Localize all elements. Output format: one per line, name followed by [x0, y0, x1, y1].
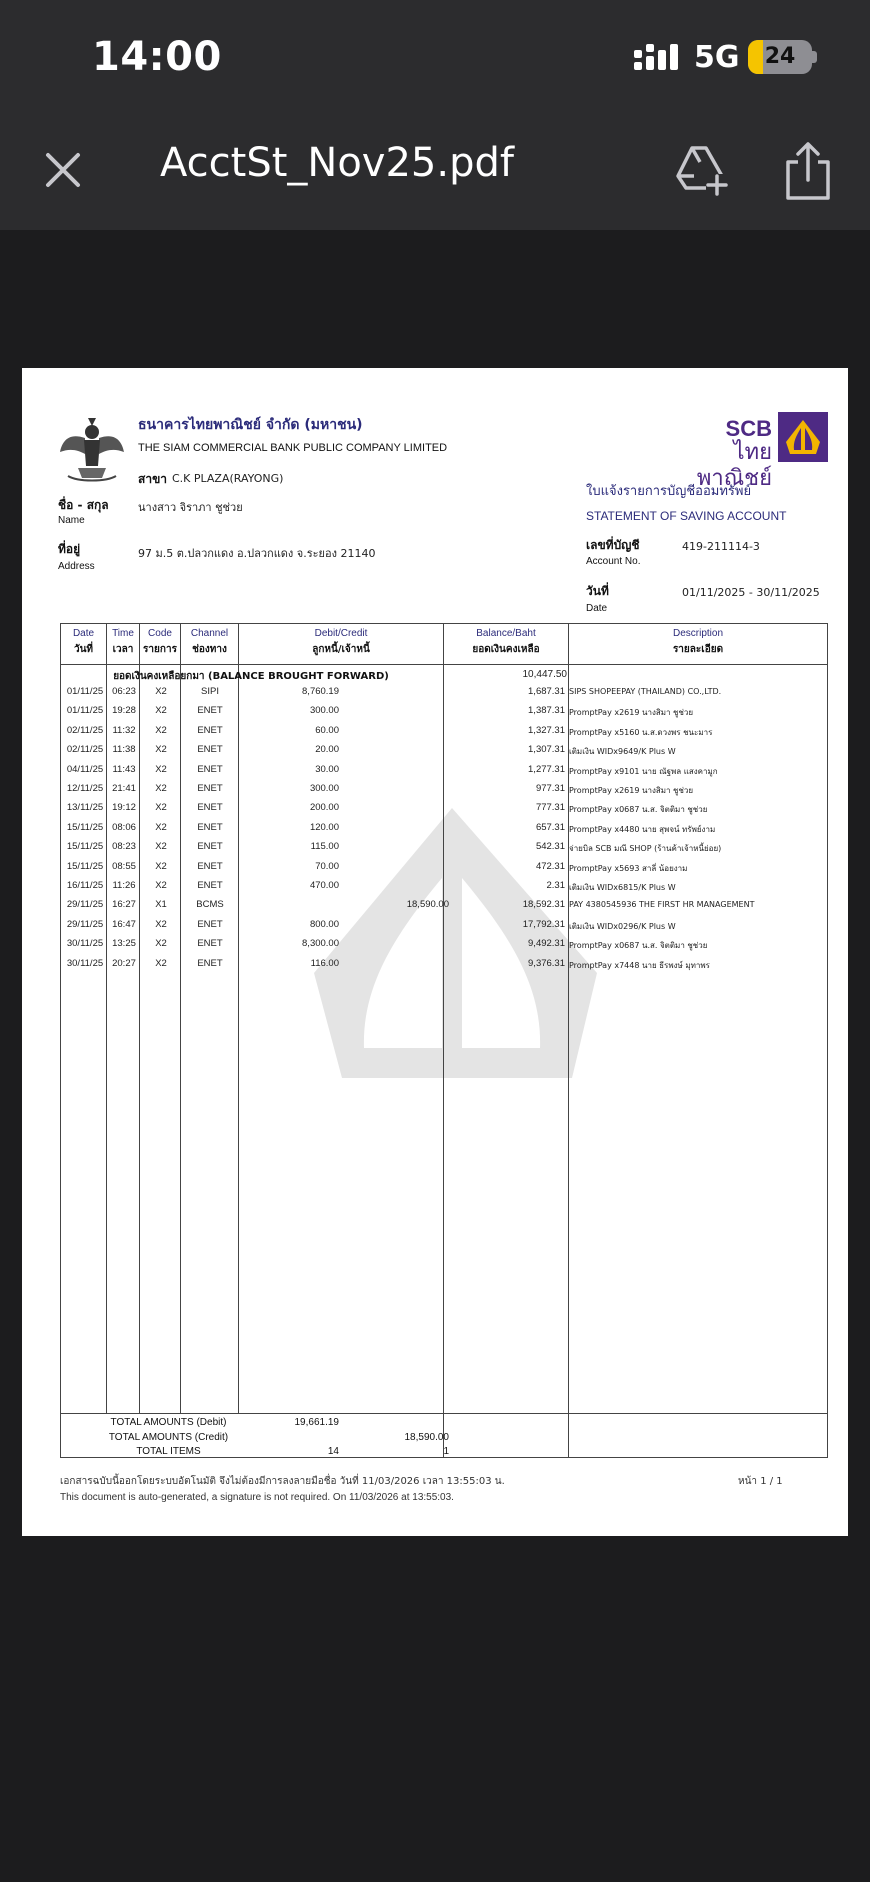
total-items-label: TOTAL ITEMS — [136, 1446, 201, 1457]
date-label-th: วันที่ — [586, 584, 609, 598]
row-debit: 20.00 — [315, 744, 339, 756]
table-row — [61, 819, 827, 838]
row-channel: ENET — [197, 724, 223, 736]
row-time: 11:32 — [112, 724, 136, 736]
table-row — [61, 683, 827, 702]
row-balance: 777.31 — [535, 802, 565, 814]
column-header-date: Date วันที่ — [72, 628, 95, 655]
row-debit: 120.00 — [309, 821, 339, 833]
name-label-en: Name — [58, 515, 85, 526]
row-code: X2 — [155, 686, 167, 697]
row-balance: 977.31 — [535, 783, 565, 794]
row-description: PAY 4380545936 THE FIRST HR MANAGEMENT — [569, 900, 755, 910]
row-date: 16/11/25 — [66, 880, 104, 891]
table-row — [61, 858, 827, 877]
row-credit: 18,590.00 — [406, 899, 449, 911]
branch-label: สาขา — [138, 472, 168, 486]
totals-divider — [61, 1413, 827, 1414]
row-date: 30/11/25 — [66, 938, 104, 950]
row-debit: 115.00 — [310, 841, 339, 853]
row-code: X2 — [155, 763, 167, 775]
row-debit: 70.00 — [315, 860, 339, 872]
total-items-debit: 14 — [327, 1446, 339, 1457]
table-row — [61, 702, 827, 721]
row-code: X2 — [155, 802, 167, 814]
statement-title-en: STATEMENT OF SAVING ACCOUNT — [586, 509, 787, 523]
battery-indicator — [748, 40, 812, 74]
row-debit: 116.00 — [310, 957, 339, 969]
statement-title-th: ใบแจ้งรายการบัญชีออมทรัพย์ — [586, 484, 752, 499]
row-date: 12/11/25 — [66, 783, 104, 794]
table-row — [61, 799, 827, 818]
row-description: PromptPay x5693 สาลี่ น้อยงาม — [569, 863, 688, 873]
signal-icon — [634, 42, 680, 72]
row-balance: 472.31 — [535, 860, 565, 872]
table-row — [61, 877, 827, 896]
pdf-page[interactable] — [22, 368, 848, 1536]
viewer-toolbar — [0, 110, 870, 230]
account-label-th: เลขที่บัญชี — [586, 538, 640, 552]
row-date: 02/11/25 — [66, 744, 104, 756]
date-range: 01/11/2025 - 30/11/2025 — [682, 586, 820, 599]
row-channel: ENET — [197, 705, 223, 717]
row-balance: 1,687.31 — [528, 686, 565, 697]
total-credit-label: TOTAL AMOUNTS (Credit) — [108, 1432, 229, 1443]
row-description: PromptPay x5160 น.ส.ดวงพร ชนะมาร — [569, 727, 713, 737]
row-time: 11:38 — [112, 744, 136, 756]
row-date: 04/11/25 — [66, 763, 104, 775]
row-code: X2 — [155, 744, 167, 756]
row-code: X1 — [155, 899, 167, 911]
row-channel: ENET — [197, 957, 223, 969]
row-code: X2 — [155, 841, 167, 853]
bank-name-english: THE SIAM COMMERCIAL BANK PUBLIC COMPANY LIMITED — [138, 442, 448, 454]
row-description: PromptPay x0687 น.ส. จิตติมา ชูช่วย — [569, 805, 708, 815]
column-header-code: Code รายการ — [143, 628, 177, 655]
brought-forward-label: ยอดเงินคงเหลือยกมา (BALANCE BROUGHT FORWARD) — [113, 671, 389, 682]
row-code: X2 — [155, 860, 167, 872]
share-icon[interactable] — [780, 140, 836, 202]
address-label-en: Address — [58, 561, 95, 572]
row-date: 02/11/25 — [66, 724, 104, 736]
row-description: PromptPay x2619 นางสิมา ชูช่วย — [569, 708, 694, 718]
row-channel: ENET — [197, 802, 223, 814]
status-time: 14:00 — [92, 34, 222, 80]
row-channel: ENET — [197, 860, 223, 872]
row-date: 15/11/25 — [66, 860, 104, 872]
account-number: 419-211114-3 — [682, 540, 760, 553]
row-debit: 60.00 — [315, 724, 339, 736]
row-balance: 9,376.31 — [528, 957, 565, 969]
row-channel: ENET — [197, 763, 223, 775]
row-time: 06:23 — [112, 686, 136, 697]
battery-nub — [812, 51, 817, 63]
network-type: 5G — [694, 40, 740, 75]
total-debit-label: TOTAL AMOUNTS (Debit) — [110, 1417, 227, 1428]
brought-forward-value: 10,447.50 — [522, 669, 567, 680]
account-label-en: Account No. — [586, 556, 641, 567]
row-description: PromptPay x7448 นาย ธีรพงษ์ มุทาพร — [569, 960, 710, 970]
row-debit: 8,760.19 — [302, 686, 339, 697]
row-date: 13/11/25 — [66, 802, 104, 814]
row-time: 11:43 — [112, 763, 136, 775]
column-header-balance: Balance/Baht ยอดเงินคงเหลือ — [472, 628, 540, 655]
row-balance: 9,492.31 — [528, 938, 565, 950]
row-code: X2 — [155, 705, 167, 717]
column-header-time: Time เวลา — [112, 628, 134, 655]
row-time: 08:23 — [112, 841, 136, 853]
row-time: 08:55 — [112, 860, 136, 872]
row-balance: 2.31 — [546, 880, 565, 891]
row-balance: 17,792.31 — [522, 918, 565, 930]
close-icon[interactable] — [38, 145, 88, 195]
date-label-en: Date — [586, 603, 608, 614]
column-header-channel: Channel ช่องทาง — [190, 628, 229, 655]
row-date: 30/11/25 — [66, 957, 104, 969]
row-code: X2 — [155, 783, 167, 794]
row-balance: 18,592.31 — [522, 899, 565, 911]
row-balance: 657.31 — [535, 821, 565, 833]
table-row — [61, 838, 827, 857]
row-date: 29/11/25 — [66, 918, 104, 930]
row-debit: 30.00 — [315, 763, 339, 775]
name-value: นางสาว จิราภา ชูช่วย — [138, 501, 243, 514]
row-channel: ENET — [197, 880, 223, 891]
row-time: 13:25 — [112, 938, 136, 950]
total-items-credit: 1 — [443, 1446, 449, 1457]
table-row — [61, 722, 827, 741]
row-time: 19:28 — [112, 705, 136, 717]
row-description: เติมเงิน WIDx9649/K Plus W — [569, 747, 676, 757]
row-code: X2 — [155, 938, 167, 950]
row-debit: 800.00 — [309, 918, 339, 930]
row-date: 29/11/25 — [66, 899, 104, 911]
row-balance: 542.31 — [535, 841, 565, 853]
column-header-debit-credit: Debit/Credit ลูกหนี้/เจ้าหนี้ — [312, 628, 370, 655]
address-label-th: ที่อยู่ — [58, 542, 81, 556]
row-debit: 300.00 — [309, 783, 339, 794]
total-credit-value: 18,590.00 — [404, 1432, 449, 1443]
row-channel: ENET — [197, 938, 223, 950]
page-number: หน้า 1 / 1 — [738, 1476, 783, 1487]
row-date: 15/11/25 — [66, 821, 104, 833]
row-date: 15/11/25 — [66, 841, 104, 853]
document-title: AcctSt_Nov25.pdf — [160, 140, 514, 186]
row-time: 20:27 — [112, 957, 136, 969]
row-description: PromptPay x0687 น.ส. จิตติมา ชูช่วย — [569, 941, 708, 951]
row-time: 16:47 — [112, 918, 136, 930]
row-debit: 8,300.00 — [302, 938, 339, 950]
table-row — [61, 935, 827, 954]
row-description: PromptPay x9101 นาย ณัฐพล แสงคามูก — [569, 766, 718, 776]
row-description: จ่ายบิล SCB มณี SHOP (ร้านค้าเจ้าหนี้ย่อย) — [569, 844, 722, 854]
row-description: PromptPay x4480 นาย สุพจน์ ทรัพย์งาม — [569, 824, 716, 834]
scb-logo-th: ไทยพาณิชย์ — [696, 440, 772, 491]
scb-logo-icon — [778, 412, 828, 462]
row-code: X2 — [155, 821, 167, 833]
row-description: SIPS SHOPEEPAY (THAILAND) CO.,LTD. — [569, 687, 722, 696]
row-description: เติมเงิน WIDx6815/K Plus W — [569, 883, 676, 892]
row-debit: 470.00 — [309, 880, 339, 891]
row-date: 01/11/25 — [66, 686, 104, 697]
battery-percent: 24 — [764, 44, 796, 69]
row-code: X2 — [155, 957, 167, 969]
row-balance: 1,307.31 — [528, 744, 565, 756]
bank-name-thai: ธนาคารไทยพาณิชย์ จำกัด (มหาชน) — [138, 417, 363, 433]
row-channel: ENET — [197, 783, 223, 794]
row-time: 16:27 — [112, 899, 136, 911]
row-description: PromptPay x2619 นางสิมา ชูช่วย — [569, 786, 694, 795]
row-channel: ENET — [197, 841, 223, 853]
row-balance: 1,327.31 — [528, 724, 565, 736]
table-row — [61, 741, 827, 760]
status-bar — [0, 0, 870, 110]
row-code: X2 — [155, 880, 167, 891]
row-date: 01/11/25 — [66, 705, 104, 717]
row-channel: ENET — [197, 744, 223, 756]
name-label-th: ชื่อ - สกุล — [58, 498, 109, 512]
branch-value: C.K PLAZA(RAYONG) — [172, 472, 284, 485]
row-time: 11:26 — [112, 880, 136, 891]
table-row — [61, 780, 827, 799]
footer-note-en: This document is auto-generated, a signature is not required. On 11/03/2026 at 13:55:03. — [60, 1492, 454, 1503]
row-time: 21:41 — [112, 783, 136, 794]
row-debit: 300.00 — [309, 705, 339, 717]
table-row — [61, 955, 827, 974]
row-balance: 1,277.31 — [528, 763, 565, 775]
row-code: X2 — [155, 918, 167, 930]
drive-add-icon[interactable] — [672, 140, 730, 198]
garuda-emblem-icon — [58, 418, 126, 484]
table-row — [61, 761, 827, 780]
total-debit-value: 19,661.19 — [294, 1417, 339, 1428]
table-row — [61, 916, 827, 935]
column-header-description: Description รายละเอียด — [672, 628, 724, 655]
row-channel: BCMS — [196, 899, 224, 911]
scb-logo-en: SCB — [725, 416, 772, 441]
transactions-table — [60, 623, 828, 1458]
row-channel: ENET — [197, 918, 223, 930]
row-channel: SIPI — [201, 686, 219, 697]
header-divider — [61, 664, 827, 665]
row-time: 08:06 — [112, 821, 136, 833]
table-row — [61, 896, 827, 915]
row-time: 19:12 — [112, 802, 136, 814]
row-debit: 200.00 — [309, 802, 339, 814]
row-code: X2 — [155, 724, 167, 736]
row-balance: 1,387.31 — [528, 705, 565, 717]
address-value: 97 ม.5 ต.ปลวกแดง อ.ปลวกแดง จ.ระยอง 21140 — [138, 547, 376, 560]
row-channel: ENET — [197, 821, 223, 833]
footer-note-th: เอกสารฉบับนี้ออกโดยระบบอัตโนมัติ จึงไม่ต้องมีการลงลายมือชื่อ วันที่ 11/03/2026 เวลา 13:55:03 น. — [60, 1476, 505, 1487]
row-description: เติมเงิน WIDx0296/K Plus W — [569, 921, 676, 931]
